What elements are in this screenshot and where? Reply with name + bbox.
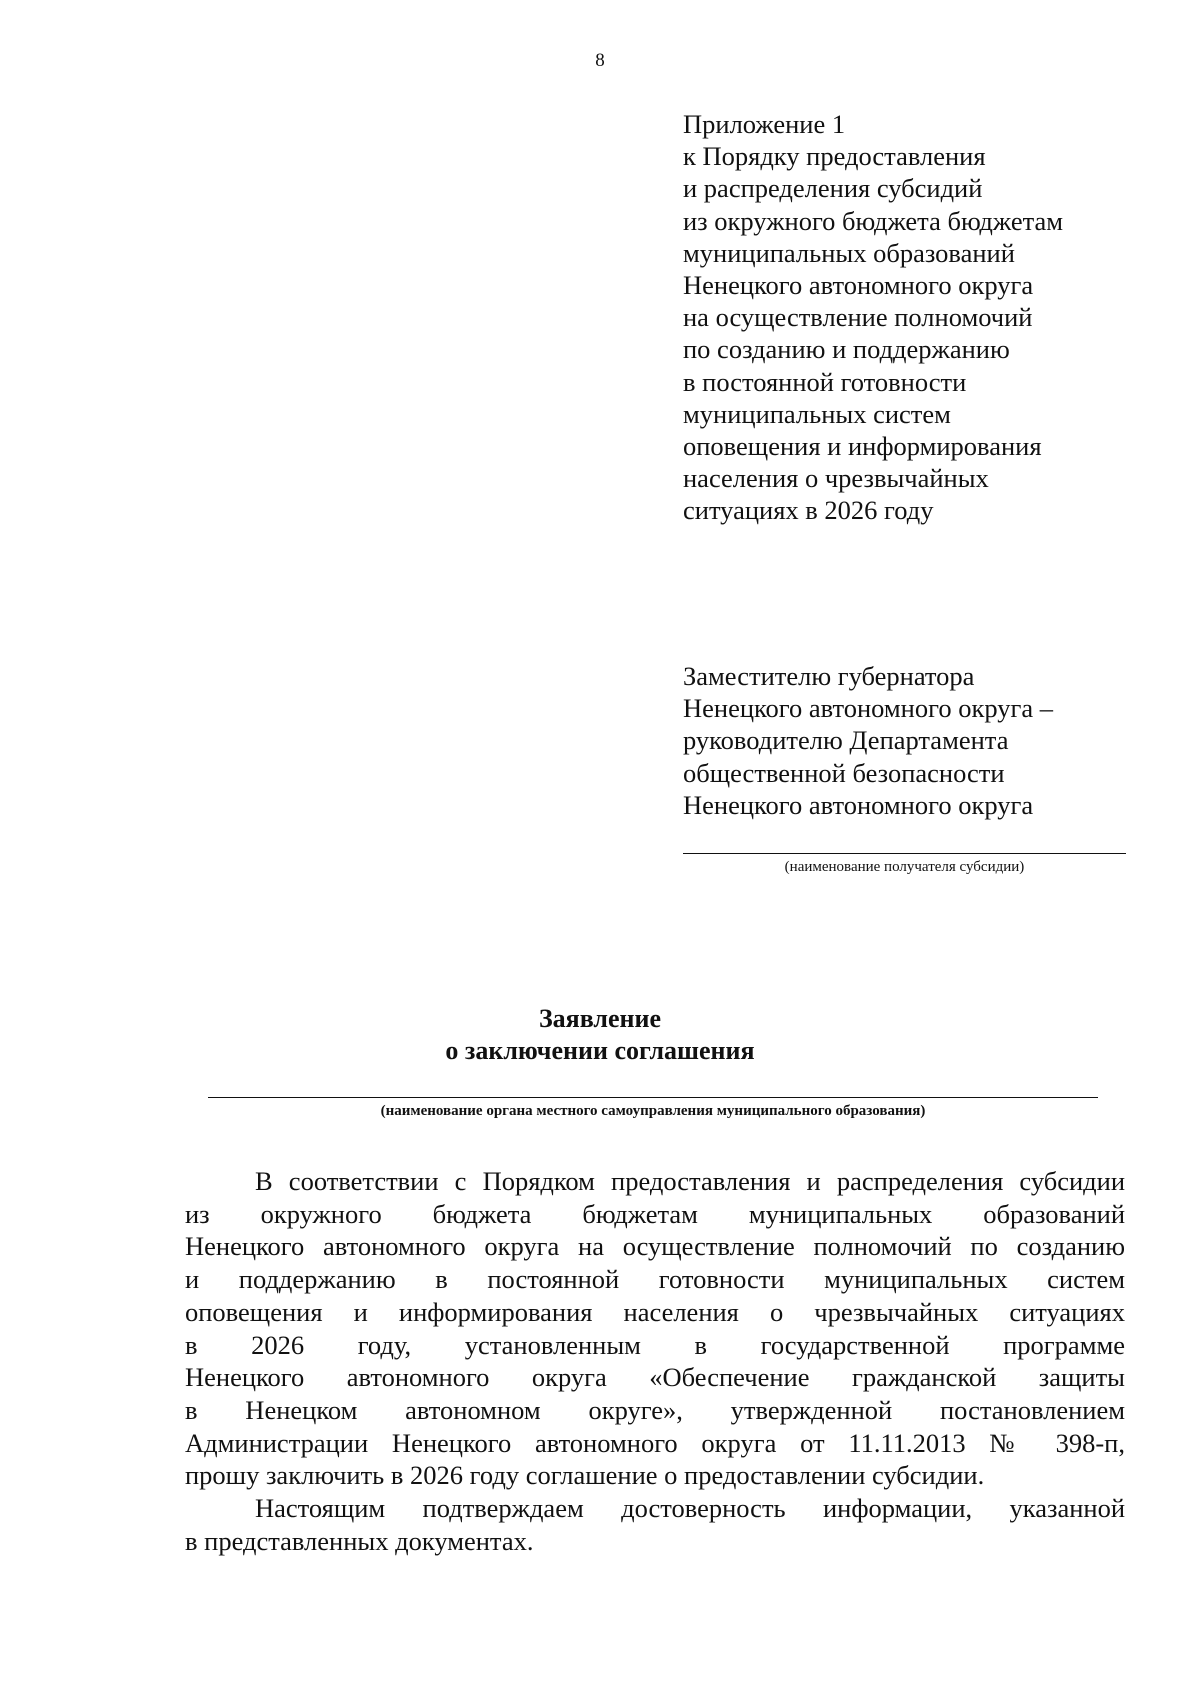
body-line: В соответствии с Порядком предоставления и распределения субсидии (255, 1166, 1125, 1196)
appendix-line: ситуациях в 2026 году (683, 495, 934, 526)
appendix-line: муниципальных образований (683, 237, 1015, 268)
title-line-2: о заключении соглашения (445, 1036, 755, 1065)
appendix-line: в постоянной готовности (683, 366, 967, 397)
appendix-line: оповещения и информирования (683, 431, 1042, 462)
page-number: 8 (595, 50, 605, 71)
addressee-line: Ненецкого автономного округа (683, 789, 1034, 820)
addressee-line: Ненецкого автономного округа – (683, 693, 1053, 724)
appendix-line: Ненецкого автономного округа (683, 270, 1034, 301)
body-line: Ненецкого автономного округа на осуществление полномочий по созданию (185, 1231, 1125, 1262)
addressee-block (683, 660, 1183, 821)
appendix-line: населения о чрезвычайных (683, 463, 989, 494)
appendix-line: из окружного бюджета бюджетам (683, 205, 1064, 236)
appendix-line: Приложение 1 (683, 109, 846, 139)
body-line: в Ненецком автономном округе», утвержденной постановлением (185, 1394, 1125, 1425)
appendix-line: на осуществление полномочий (683, 302, 1033, 333)
recipient-caption: (наименование получателя субсидии) (784, 859, 1025, 875)
addressee-line: руководителю Департамента (683, 725, 1009, 756)
appendix-line: к Порядку предоставления (683, 141, 986, 172)
recipient-fill-line (683, 853, 1126, 854)
body-line: в представленных документах. (185, 1525, 534, 1556)
org-fill-line (208, 1097, 1098, 1098)
addressee-line: общественной безопасности (683, 757, 1005, 788)
org-caption: (наименование органа местного самоуправления муниципального образования) (380, 1103, 926, 1119)
addressee-line: Заместителю губернатора (683, 661, 975, 691)
body-text (185, 1165, 1125, 1557)
title-line-1: Заявление (538, 1004, 662, 1033)
appendix-header (683, 108, 1183, 527)
body-line: Настоящим подтверждаем достоверность информации, указанной (255, 1493, 1125, 1524)
body-line: оповещения и информирования населения о чрезвычайных ситуациях (185, 1296, 1125, 1327)
body-line: Ненецкого автономного округа «Обеспечение гражданской защиты (185, 1362, 1125, 1393)
body-line: из окружного бюджета бюджетам муниципальных образований (185, 1198, 1125, 1229)
document-title (0, 1003, 1200, 1067)
appendix-line: по созданию и поддержанию (683, 334, 1010, 365)
body-line: в 2026 году, установленным в государственной программе (185, 1329, 1125, 1360)
appendix-line: муниципальных систем (683, 398, 951, 429)
appendix-line: и распределения субсидий (683, 173, 983, 204)
body-line: Администрации Ненецкого автономного округа от 11.11.2013 № 398-п, (185, 1427, 1125, 1458)
body-line: прошу заключить в 2026 году соглашение о предоставлении субсидии. (185, 1460, 985, 1491)
body-line: и поддержанию в постоянной готовности муниципальных систем (185, 1264, 1125, 1295)
